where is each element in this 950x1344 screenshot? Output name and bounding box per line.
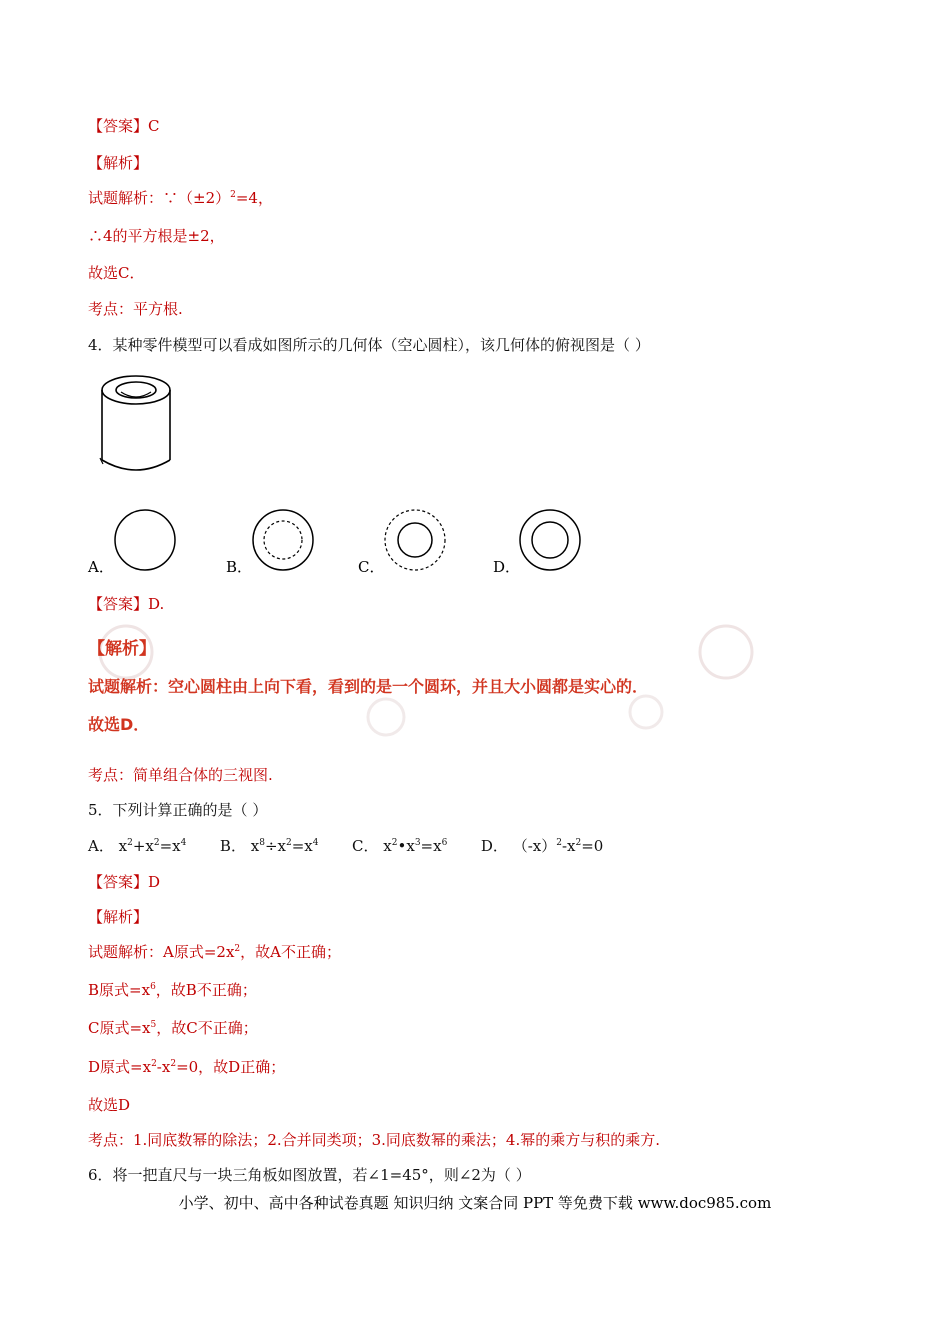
- q5-option-a: A． $x^2+x^2=x^4$: [88, 837, 187, 855]
- q4-option-a: A．: [88, 558, 114, 576]
- q4-option-b: B．: [226, 558, 253, 576]
- hollow-cylinder-figure: [96, 372, 176, 482]
- q5-option-c: C． $x^2•x^3=x^6$: [352, 837, 448, 855]
- q3-analysis-title: 【解析】: [88, 154, 149, 172]
- q3-step3: 故选C．: [88, 264, 145, 282]
- q5-point: 考点：1.同底数幂的除法；2.合并同类项；3.同底数幂的乘法；4.幂的乘方与积的乘方.: [88, 1131, 661, 1149]
- q5-option-d: D． $(-x)^2-x^2=0$: [480, 837, 604, 855]
- q3-step2: ∴4的平方根是±2，: [88, 227, 225, 245]
- q3-step1: 试题解析：$\because(\pm 2)^2=4$，: [88, 189, 273, 207]
- q5-answer: 【答案】D: [88, 873, 161, 891]
- option-c-ring-dashed-outer: [382, 507, 448, 573]
- q4-answer: 【答案】D.: [88, 595, 165, 613]
- q6-question: 6．将一把直尺与一块三角板如图放置，若∠1=45°，则∠2为（ ）: [88, 1166, 531, 1184]
- q4-analysis-title: 【解析】: [88, 639, 156, 659]
- q3-point: 考点：平方根.: [88, 300, 183, 318]
- q4-option-d: D．: [493, 558, 521, 576]
- q5-line-c: C原式$=x^5$，故C不正确；: [88, 1019, 258, 1037]
- q5-line-b: B原式$=x^6$，故B不正确；: [88, 981, 257, 999]
- page-footer: 小学、初中、高中各种试卷真题 知识归纳 文案合同 PPT 等免费下载 www.doc985.com: [178, 1194, 772, 1212]
- option-b-ring-dashed-inner: [250, 507, 316, 573]
- q4-option-c: C．: [358, 558, 385, 576]
- q5-option-b: B． $x^8\div x^2=x^4$: [219, 837, 319, 855]
- option-a-circle: [112, 507, 178, 573]
- q5-question: 5．下列计算正确的是（ ）: [88, 801, 268, 819]
- option-d-solid-ring: [517, 507, 583, 573]
- q4-analysis-text: 试题解析：空心圆柱由上向下看，看到的是一个圆环，并且大小圆都是实心的．: [88, 677, 649, 696]
- q4-point: 考点：简单组合体的三视图.: [88, 766, 273, 784]
- q5-line-d: D原式$=x^2-x^2=0$，故D正确；: [88, 1058, 286, 1076]
- q4-question: 4．某种零件模型可以看成如图所示的几何体（空心圆柱），该几何体的俯视图是（ ）: [88, 336, 650, 354]
- q5-line-a: 试题解析：A原式$=2x^2$，故A不正确；: [88, 943, 341, 961]
- q5-options: [88, 836, 603, 856]
- q4-select: 故选D．: [88, 715, 150, 734]
- q5-select: 故选D: [88, 1096, 131, 1114]
- q5-analysis-title: 【解析】: [88, 908, 149, 926]
- q3-answer: 【答案】C: [88, 117, 160, 135]
